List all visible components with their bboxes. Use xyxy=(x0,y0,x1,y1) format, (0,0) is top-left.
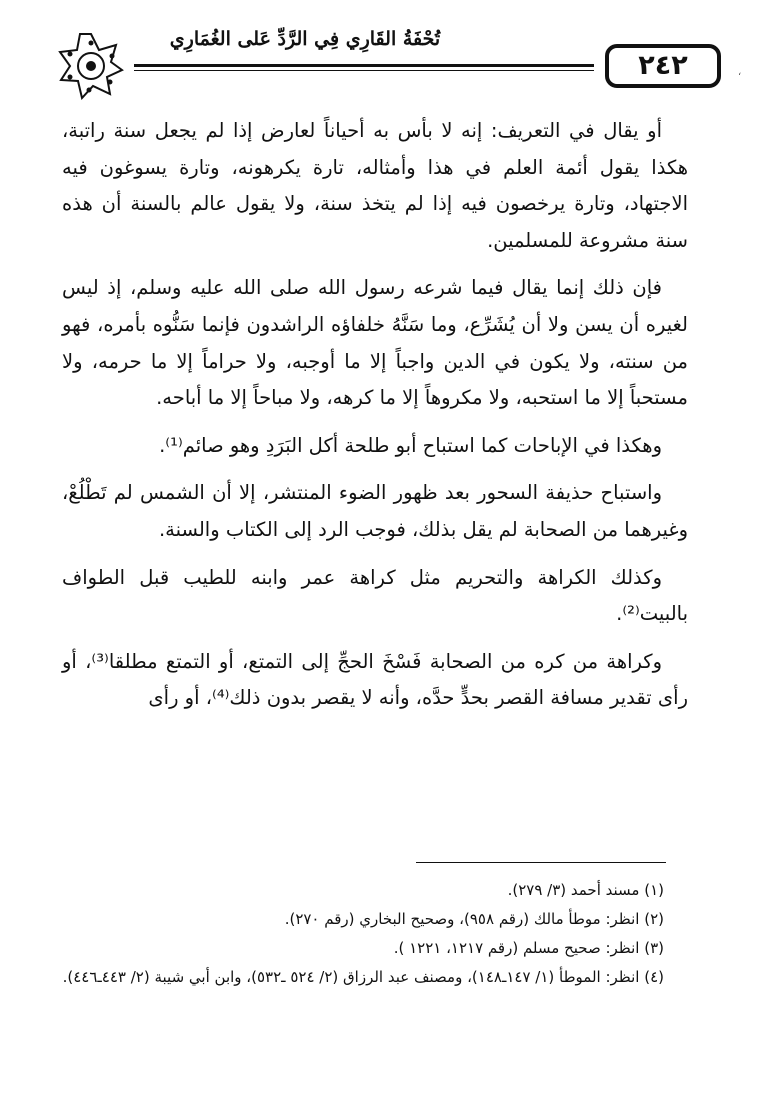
header-rule xyxy=(134,64,594,67)
paragraph-1: أو يقال في التعريف: إنه لا بأس به أحياناً لعارض إذا لم يجعل سنة راتبة، هكذا يقول أئمة العلم في هذا وأمثاله، تارة يكرهونه، وتارة يسوغون فيه الاجتهاد، وتارة يرخصون فيه إذا لم يتخذ سنة، ولا يقول عالم بالسنة أن هذه سنة مشروعة للمسلمين. xyxy=(62,119,688,252)
margin-mark: ‘ xyxy=(738,72,742,83)
paragraph-5: وكذلك الكراهة والتحريم مثل كراهة عمر وابنه للطيب قبل الطواف بالبيت⁽²⁾. xyxy=(62,565,688,626)
footnote-3: (٣) انظر: صحيح مسلم (رقم ١٢١٧، ١٢٢١ ). xyxy=(393,939,664,957)
main-text xyxy=(62,113,688,728)
footnote-4: (٤) انظر: الموطأ (١/ ١٤٧ـ١٤٨)، ومصنف عبد الرزاق (٢/ ٥٢٤ ـ٥٣٢)، وابن أبي شيبة (٢/ ٤٤٣ـ٤٤٦). xyxy=(62,968,664,986)
footnote-1: (١) مسند أحمد (٣/ ٢٧٩). xyxy=(507,881,664,899)
header-rule-thin xyxy=(134,70,594,71)
footnotes xyxy=(60,876,690,992)
running-title: تُحْفَةُ القَارِي فِي الرَّدِّ عَلى الغُمَارِي xyxy=(169,28,441,50)
paragraph-3: وهكذا في الإباحات كما استباح أبو طلحة أكل البَرَدِ وهو صائم⁽¹⁾. xyxy=(159,433,662,457)
page-number: ٢٤٢ xyxy=(605,44,721,88)
page-header xyxy=(48,28,723,112)
paragraph-2: فإن ذلك إنما يقال فيما شرعه رسول الله صلى الله عليه وسلم، إذ ليس لغيره أن يسن ولا أن يُشَرِّع، وما سَنَّهُ خلفاؤه الراشدون فإنما سَنُّوه بأمره، فهو من سنته، ولا يكون في الدين واجباً إلا ما أوجبه، ولا حراماً إلا ما حرمه، ولا مستحباً إلا ما استحبه، ولا مكروهاً إلا ما كرهه، ولا مباحاً إلا ما أباحه. xyxy=(62,276,688,410)
star-ornament-icon xyxy=(56,30,126,100)
paragraph-6: وكراهة من كره من الصحابة فَسْخَ الحجِّ إلى التمتع، أو التمتع مطلقا⁽³⁾، أو رأى تقدير مسافة القصر بحدٍّ حدَّه، وأنه لا يقصر بدون ذلك⁽⁴⁾، أو رأى xyxy=(62,649,688,710)
footnote-divider xyxy=(416,862,666,863)
footnote-2: (٢) انظر: موطأ مالك (رقم ٩٥٨)، وصحيح البخاري (رقم ٢٧٠). xyxy=(284,910,664,928)
paragraph-4: واستباح حذيفة السحور بعد ظهور الضوء المنتشر، إلا أن الشمس لم تَطْلُعْ، وغيرهما من الصحابة لم يقل بذلك، فوجب الرد إلى الكتاب والسنة. xyxy=(62,481,688,541)
